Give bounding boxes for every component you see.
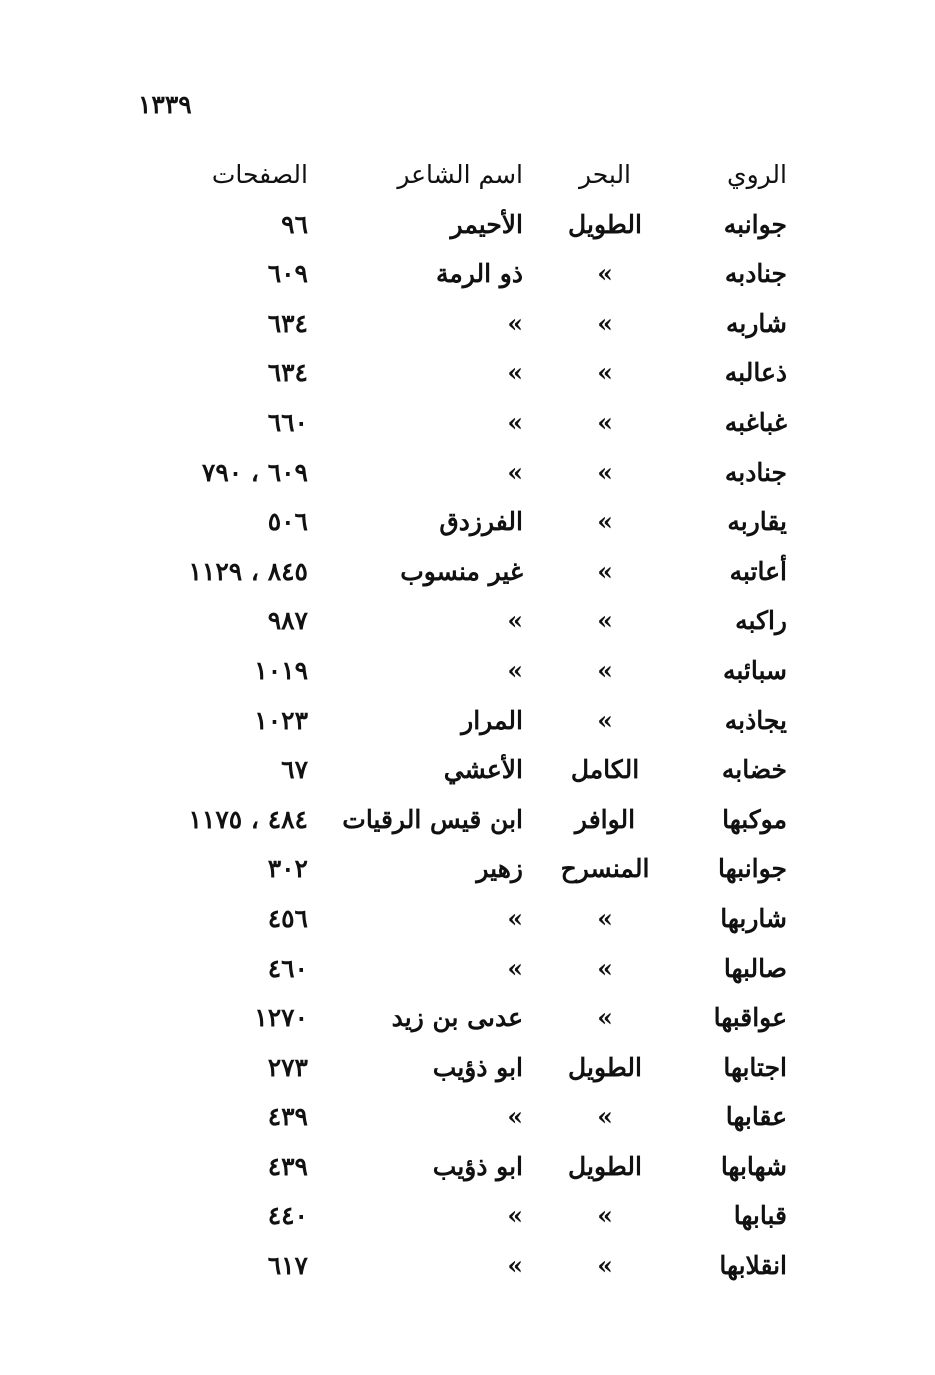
table-row	[0, 646, 935, 696]
meter-cell: الكامل	[570, 755, 640, 785]
poet-cell: »	[507, 953, 523, 983]
table-row	[0, 1241, 935, 1291]
pages-cell: ١٢٧٠	[254, 1003, 308, 1033]
page-number: ١٣٣٩	[138, 90, 192, 119]
table-row	[0, 993, 935, 1043]
meter-cell: »	[597, 1003, 613, 1033]
meter-cell: »	[597, 705, 613, 735]
header-meter: البحر	[578, 160, 632, 189]
rhyme-cell: شاربه	[726, 308, 787, 338]
rhyme-cell: موكبها	[722, 804, 787, 834]
pages-cell: ٤٨٤ ، ١١٧٥	[188, 804, 308, 834]
poet-cell: الفرزدق	[439, 507, 523, 537]
poet-cell: »	[507, 1251, 523, 1281]
poet-cell: »	[507, 407, 523, 437]
meter-cell: »	[597, 1201, 613, 1231]
poet-cell: المرار	[461, 705, 523, 735]
rhyme-cell: يجاذبه	[724, 705, 787, 735]
rhyme-cell: جوانبه	[723, 209, 787, 239]
table-row	[0, 696, 935, 746]
rhyme-cell: عقابها	[725, 1102, 787, 1132]
pages-cell: ٤٤٠	[267, 1201, 308, 1231]
header-poet: اسم الشاعر	[397, 160, 523, 189]
pages-cell: ١٠٢٣	[254, 705, 308, 735]
rhyme-index-table	[0, 150, 935, 1291]
table-row	[0, 944, 935, 994]
meter-cell: الوافر	[574, 804, 636, 834]
poet-cell: ابو ذؤيب	[432, 1151, 523, 1181]
meter-cell: الطويل	[568, 1052, 642, 1082]
rhyme-cell: شهابها	[720, 1151, 787, 1181]
pages-cell: ٦٠٩ ، ٧٩٠	[201, 457, 308, 487]
pages-cell: ٦٦٠	[267, 407, 308, 437]
pages-cell: ٤٣٩	[267, 1102, 308, 1132]
rhyme-cell: يقاربه	[727, 507, 787, 537]
table-body	[0, 200, 935, 1291]
meter-cell: »	[597, 556, 613, 586]
poet-cell: غير منسوب	[400, 556, 523, 586]
meter-cell: الطويل	[568, 209, 642, 239]
rhyme-cell: جنادبه	[724, 259, 787, 289]
table-row	[0, 1043, 935, 1093]
poet-cell: الأعشي	[443, 755, 523, 785]
rhyme-cell: جنادبه	[724, 457, 787, 487]
pages-cell: ٤٣٩	[267, 1151, 308, 1181]
table-row	[0, 398, 935, 448]
poet-cell: »	[507, 903, 523, 933]
poet-cell: »	[507, 606, 523, 636]
rhyme-cell: عواقبها	[713, 1003, 787, 1033]
poet-cell: عدىی بن زيد	[391, 1003, 523, 1033]
table-row	[0, 1092, 935, 1142]
table-row	[0, 249, 935, 299]
pages-cell: ٤٥٦	[267, 903, 308, 933]
poet-cell: »	[507, 457, 523, 487]
rhyme-cell: اجتابها	[723, 1052, 787, 1082]
header-rhyme: الروي	[727, 160, 787, 189]
pages-cell: ٦٣٤	[267, 358, 308, 388]
rhyme-cell: صالبها	[723, 953, 787, 983]
poet-cell: ابو ذؤيب	[432, 1052, 523, 1082]
pages-cell: ٢٧٣	[267, 1052, 308, 1082]
poet-cell: »	[507, 655, 523, 685]
rhyme-cell: انقلابها	[719, 1251, 787, 1281]
meter-cell: »	[597, 507, 613, 537]
poet-cell: »	[507, 358, 523, 388]
table-row	[0, 1142, 935, 1192]
rhyme-cell: قبابها	[733, 1201, 787, 1231]
table-row	[0, 200, 935, 250]
meter-cell: »	[597, 259, 613, 289]
table-row	[0, 348, 935, 398]
meter-cell: »	[597, 655, 613, 685]
table-row	[0, 547, 935, 597]
pages-cell: ٥٠٦	[267, 507, 308, 537]
poet-cell: الأحيمر	[450, 209, 523, 239]
table-row	[0, 497, 935, 547]
pages-cell: ٦٣٤	[267, 308, 308, 338]
meter-cell: الطويل	[568, 1151, 642, 1181]
poet-cell: »	[507, 1201, 523, 1231]
meter-cell: »	[597, 903, 613, 933]
pages-cell: ٨٤٥ ، ١١٢٩	[188, 556, 308, 586]
poet-cell: »	[507, 1102, 523, 1132]
table-row	[0, 448, 935, 498]
pages-cell: ٩٦	[281, 209, 308, 239]
pages-cell: ٤٦٠	[267, 953, 308, 983]
table-row	[0, 894, 935, 944]
rhyme-cell: خضابه	[721, 755, 787, 785]
table-row	[0, 745, 935, 795]
meter-cell: »	[597, 1102, 613, 1132]
table-row	[0, 596, 935, 646]
rhyme-cell: جوانبها	[718, 854, 787, 884]
rhyme-cell: غباغبه	[724, 407, 787, 437]
meter-cell: »	[597, 358, 613, 388]
meter-cell: المنسرح	[560, 854, 650, 884]
pages-cell: ١٠١٩	[254, 655, 308, 685]
poet-cell: »	[507, 308, 523, 338]
meter-cell: »	[597, 457, 613, 487]
meter-cell: »	[597, 1251, 613, 1281]
pages-cell: ٣٠٢	[267, 854, 308, 884]
pages-cell: ٩٨٧	[267, 606, 308, 636]
rhyme-cell: ذعالبه	[724, 358, 787, 388]
table-row	[0, 795, 935, 845]
poet-cell: زهير	[476, 854, 523, 884]
pages-cell: ٦١٧	[267, 1251, 308, 1281]
rhyme-cell: أعاتبه	[729, 556, 787, 586]
rhyme-cell: راكبه	[735, 606, 787, 636]
meter-cell: »	[597, 308, 613, 338]
pages-cell: ٦٧	[281, 755, 308, 785]
meter-cell: »	[597, 606, 613, 636]
meter-cell: »	[597, 407, 613, 437]
poet-cell: ابن قيس الرقيات	[342, 804, 523, 834]
rhyme-cell: شاربها	[720, 903, 787, 933]
pages-cell: ٦٠٩	[267, 259, 308, 289]
header-pages: الصفحات	[211, 160, 308, 189]
table-row	[0, 299, 935, 349]
table-row	[0, 1191, 935, 1241]
table-header-row	[0, 150, 935, 200]
rhyme-cell: سبائبه	[722, 655, 787, 685]
table-row	[0, 844, 935, 894]
poet-cell: ذو الرمة	[435, 259, 523, 289]
meter-cell: »	[597, 953, 613, 983]
